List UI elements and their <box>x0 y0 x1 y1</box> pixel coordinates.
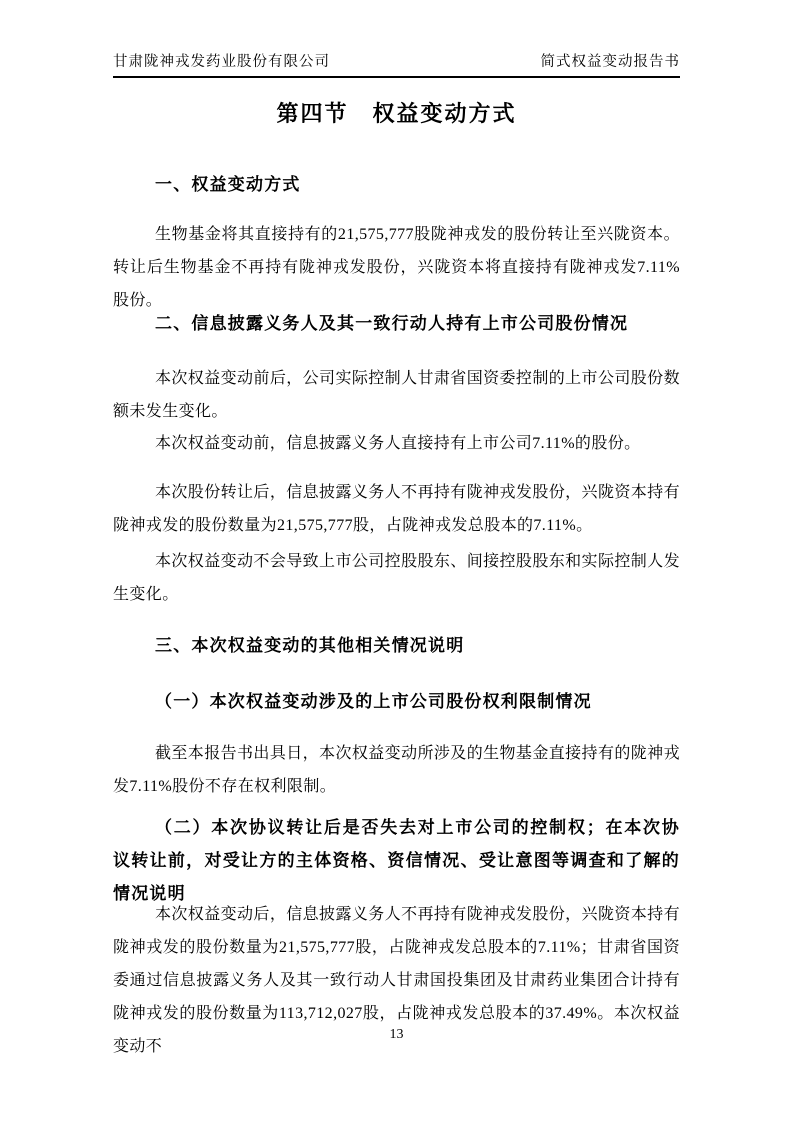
header-doc-type: 简式权益变动报告书 <box>540 54 680 70</box>
page-number: 13 <box>389 1027 404 1042</box>
page-header <box>113 52 680 78</box>
section-3-heading: 三、本次权益变动的其他相关情况说明 <box>155 636 465 655</box>
section-3-sub-1-heading: （一）本次权益变动涉及的上市公司股份权利限制情况 <box>155 692 592 711</box>
header-company-name: 甘肃陇神戎发药业股份有限公司 <box>113 54 330 70</box>
section-3-sub-2-heading: （二）本次协议转让后是否失去对上市公司的控制权；在本次协议转让前，对受让方的主体资格、资信情况、受让意图等调查和了解的情况说明 <box>113 818 680 903</box>
section-2-paragraph-4: 本次权益变动不会导致上市公司控股股东、间接控股股东和实际控制人发生变化。 <box>113 553 680 603</box>
section-2-paragraph-3: 本次股份转让后，信息披露义务人不再持有陇神戎发股份，兴陇资本持有陇神戎发的股份数量为21,575,777股，占陇神戎发总股本的7.11%。 <box>113 484 680 534</box>
section-2-paragraph-1: 本次权益变动前后，公司实际控制人甘肃省国资委控制的上市公司股份数额未发生变化。 <box>113 370 680 420</box>
section-3-sub-2-paragraph-1: 本次权益变动后，信息披露义务人不再持有陇神戎发股份，兴陇资本持有陇神戎发的股份数量为21,575,777股，占陇神戎发总股本的7.11%；甘肃省国资委通过信息披露义务人及其一致行动人甘肃国投集团及甘肃药业集团合计持有陇神戎发的股份数量为113,712,027股，占陇神戎发总股本的37.49%。本次权益变动不 <box>113 906 680 1055</box>
chapter-title: 第四节 权益变动方式 <box>276 101 517 126</box>
section-3-sub-1-paragraph-1: 截至本报告书出具日，本次权益变动所涉及的生物基金直接持有的陇神戎发7.11%股份不存在权利限制。 <box>113 745 680 795</box>
section-2-paragraph-2: 本次权益变动前，信息披露义务人直接持有上市公司7.11%的股份。 <box>155 435 641 452</box>
section-2-heading: 二、信息披露义务人及其一致行动人持有上市公司股份情况 <box>155 314 629 333</box>
section-1-paragraph-1: 生物基金将其直接持有的21,575,777股陇神戎发的股份转让至兴陇资本。转让后生物基金不再持有陇神戎发股份，兴陇资本将直接持有陇神戎发7.11%股份。 <box>113 226 680 309</box>
section-1-heading: 一、权益变动方式 <box>155 175 301 194</box>
